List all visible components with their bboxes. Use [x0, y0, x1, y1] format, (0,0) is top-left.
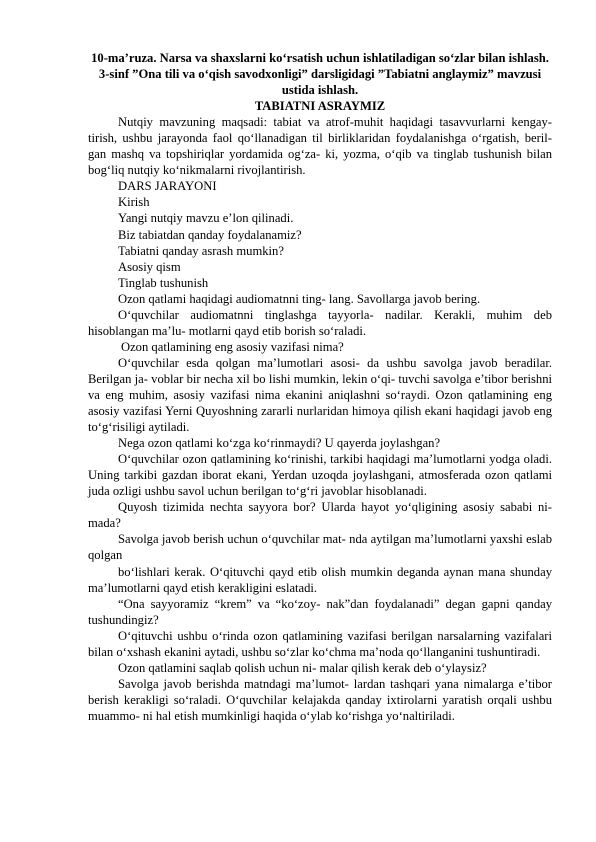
- paragraph-goal: Nutqiy mavzuning maqsadi: tabiat va atrof-muhit haqidagi tasavvurlarni kengay- tirish, ushbu jarayonda faol qo‘llanadigan til birliklaridan foydalanishga o‘rgatish, beril- gan mashq va topshiriqlar yordamida og‘za- ki, yozma, o‘qib va tinglab tushunish bilan bog‘liq nutqiy ko‘nikmalarni rivojlantirish.: [88, 115, 552, 178]
- paragraph-intro: Yangi nutqiy mavzu e’lon qilinadi.: [118, 211, 294, 226]
- question-krem: “Ona sayyoramiz “krem” va “ko‘zoy- nak”dan foydalanadi” degan gapni qanday tushundingiz?: [88, 596, 552, 627]
- question-planets: Quyosh tizimida nechta sayyora bor? Ularda hayot yo‘qligining asosiy sababi ni- mada?: [88, 500, 552, 531]
- question-ozon-visible: Nega ozon qatlami ko‘zga ko‘rinmaydi? U qayerda joylashgan?: [118, 436, 441, 451]
- paragraph-final: Savolga javob berishda matndagi ma’lumot- lardan tashqari yana nimalarga e’tibor berish kerakligi so‘raladi. O‘quvchilar kelajakda qanday ixtirolarni yaratish orqali ushbu muammo- ni hal etish mumkinligi haqida o‘ylab ko‘rishga yo‘naltiriladi.: [88, 676, 552, 723]
- paragraph-audio-prep: O‘quvchilar audiomatnni tinglashga tayyorla- nadilar. Kerakli, muhim deb hisoblangan ma’lu- motlarni qayd etib borish so‘raladi.: [88, 307, 552, 338]
- heading-asosiy-qism: Asosiy qism: [118, 259, 181, 274]
- heading-kirish: Kirish: [118, 195, 150, 210]
- document-page: [88, 50, 552, 724]
- lecture-title: [88, 50, 552, 98]
- question-ozon-task: Ozon qatlamining eng asosiy vazifasi nima?: [121, 339, 344, 354]
- question-2: Tabiatni qanday asrash mumkin?: [118, 243, 284, 258]
- paragraph-krem-answer: O‘qituvchi ushbu o‘rinda ozon qatlamining vazifasi berilgan narsalarning vazifalari bilan o‘xshash ekanini aytadi, ushbu so‘zlar ko‘chma ma’noda qo‘llanganini tushuntiradi.: [88, 628, 552, 659]
- lecture-title-text: 10-ma’ruza. Narsa va shaxslarni ko‘rsatish uchun ishlatiladigan so‘zlar bilan ishlash. 3-sinf ”Ona tili va o‘qish savodxonligi” darsligidagi ”Tabiatni anglaymiz” mavzusi ustida ishlash.: [91, 51, 549, 98]
- paragraph-planets-answer: Savolga javob berish uchun o‘quvchilar mat- nda aytilgan ma’lumotlarni yaxshi eslab qolgan: [88, 532, 552, 563]
- heading-tinglab-tushunish: Tinglab tushunish: [118, 275, 209, 290]
- paragraph-audio-task: Ozon qatlami haqidagi audiomatnni ting- lang. Savollarga javob bering.: [118, 291, 481, 306]
- lecture-subtitle: TABIATNI ASRAYMIZ: [254, 99, 386, 114]
- paragraph-ozon-composition: O‘quvchilar ozon qatlamining ko‘rinishi, tarkibi haqidagi ma’lumotlarni yodga oladi. Uning tarkibi gazdan iborat ekani, Yerdan uzoqda joylashgani, atmosferada ozon qatlami juda ozligi ushbu savol uchun berilgan to‘g‘ri javoblar hisoblanadi.: [88, 452, 552, 499]
- paragraph-teacher-note: bo‘lishlari kerak. O‘qituvchi qayd etib olish mumkin deganda aynan mana shunday ma’lumotlarni qayd etish kerakligini eslatadi.: [88, 564, 552, 595]
- question-1: Biz tabiatdan qanday foydalanamiz?: [118, 227, 302, 242]
- question-save-ozon: Ozon qatlamini saqlab qolish uchun ni- malar qilish kerak deb o‘ylaysiz?: [118, 660, 487, 675]
- paragraph-ozon-answer: O‘quvchilar esda qolgan ma’lumotlari asosi- da ushbu savolga javob beradilar. Berilgan ja- voblar bir necha xil bo lishi mumkin, lekin o‘qi- tuvchi savolga e’tibor berishni va eng muhim, asosiy vazifasi nima ekanini aniqlashni so‘raydi. Ozon qatlamining eng asosiy vazifasi Yerni Quyoshning zararli nurlaridan himoya qilish ekani haqidagi javob eng to‘g‘risiligi aytiladi.: [88, 355, 552, 435]
- heading-dars-jarayoni: DARS JARAYONI: [118, 179, 217, 194]
